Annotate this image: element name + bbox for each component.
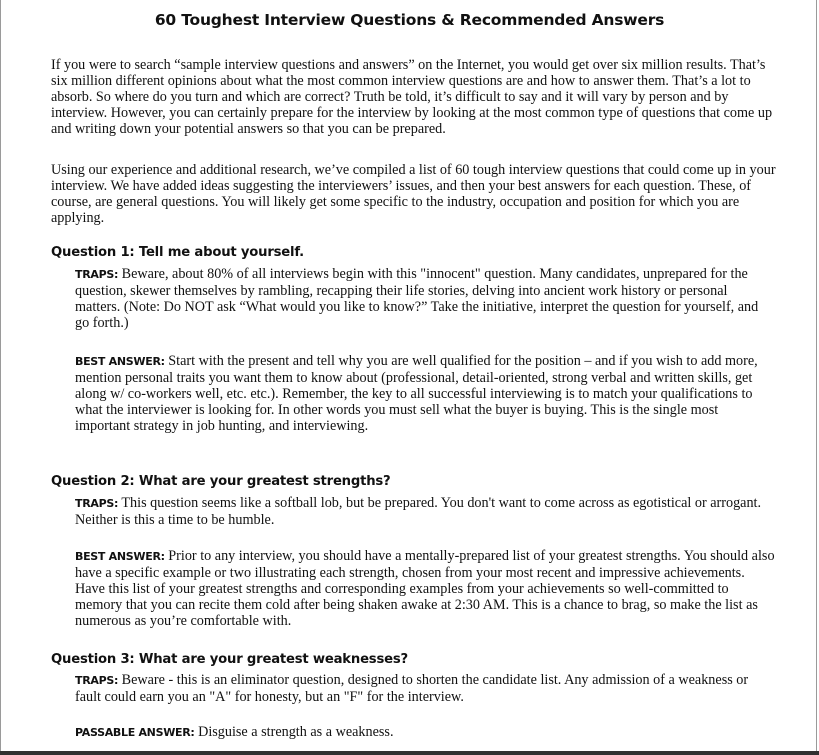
question-2-heading: Question 2: What are your greatest strengths? — [51, 474, 391, 489]
question-3-heading: Question 3: What are your greatest weaknesses? — [51, 652, 408, 667]
best-answer-label: BEST ANSWER: — [75, 355, 165, 368]
question-2-best-answer — [75, 548, 775, 629]
traps-label: TRAPS: — [75, 268, 119, 281]
intro-paragraph-1: If you were to search “sample interview questions and answers” on the Internet, you would get over six million results. That’s six million different opinions about what the most common interview questions are and how to answer them. That’s a lot to absorb. So where do you turn and which are correct? Truth be told, it’s difficult to say and it will vary by person and by interview. However, you can certainly prepare for the interview by looking at the most common type of questions that come up and writing down your potential answers so that you can be prepared. — [51, 57, 773, 138]
question-1-traps — [75, 266, 775, 331]
traps-text: This question seems like a softball lob, but be prepared. You don't want to come across as egotistical or arrogant. Neither is this a time to be humble. — [75, 495, 762, 529]
viewer-bottom-edge — [0, 751, 819, 755]
best-answer-label: BEST ANSWER: — [75, 550, 165, 563]
passable-answer-label: PASSABLE ANSWER: — [75, 726, 195, 739]
passable-answer-text: Disguise a strength as a weakness. — [198, 724, 394, 740]
traps-label: TRAPS: — [75, 497, 119, 510]
traps-text: Beware, about 80% of all interviews begin with this "innocent" question. Many candidates, unprepared for the question, skewer themselves by rambling, recapping their life stories, delving into ancient work history or personal matters. (Note: Do NOT ask “What would you like to know?” Take the initiative, interpret the question for yourself, and go forth.) — [75, 266, 759, 332]
best-answer-text: Prior to any interview, you should have a mentally-prepared list of your greatest strengths. You should also have a specific example or two illustrating each strength, chosen from your most recent and impressive achievements. Have this list of your greatest strengths and corresponding examples from your achievements so well-committed to memory that you can recite them cold after being shaken awake at 2:30 AM. This is a chance to brag, so make the list as numerous as you’re comfortable with. — [75, 548, 775, 630]
document-title: 60 Toughest Interview Questions & Recommended Answers — [154, 11, 665, 29]
traps-text: Beware - this is an eliminator question, designed to shorten the candidate list. Any admission of a weakness or fault could earn you an "A" for honesty, but an "F" for the interview. — [75, 672, 749, 706]
intro-paragraph-2: Using our experience and additional research, we’ve compiled a list of 60 tough interview questions that could come up in your interview. We have added ideas suggesting the interviewers’ issues, and then your best answers for each question. These, of course, are general questions. You will likely get some specific to the industry, occupation and position for which you are applying. — [51, 162, 776, 227]
question-3-passable-answer — [75, 724, 775, 741]
question-1-heading: Question 1: Tell me about yourself. — [51, 245, 304, 260]
question-3-traps — [75, 672, 775, 705]
traps-label: TRAPS: — [75, 674, 119, 687]
question-1-best-answer — [75, 353, 775, 434]
best-answer-text: Start with the present and tell why you are well qualified for the position – and if you wish to add more, mention personal traits you want them to know about (professional, detail-oriented, strong verbal and written skills, get along w/ co-workers well, etc. etc.). Remember, the key to all successful interviewing is to match your qualifications to what the interviewer is looking for. In other words you must sell what the buyer is buying. This is the single most important strategy in job hunting, and interviewing. — [75, 353, 758, 435]
question-2-traps — [75, 495, 775, 528]
